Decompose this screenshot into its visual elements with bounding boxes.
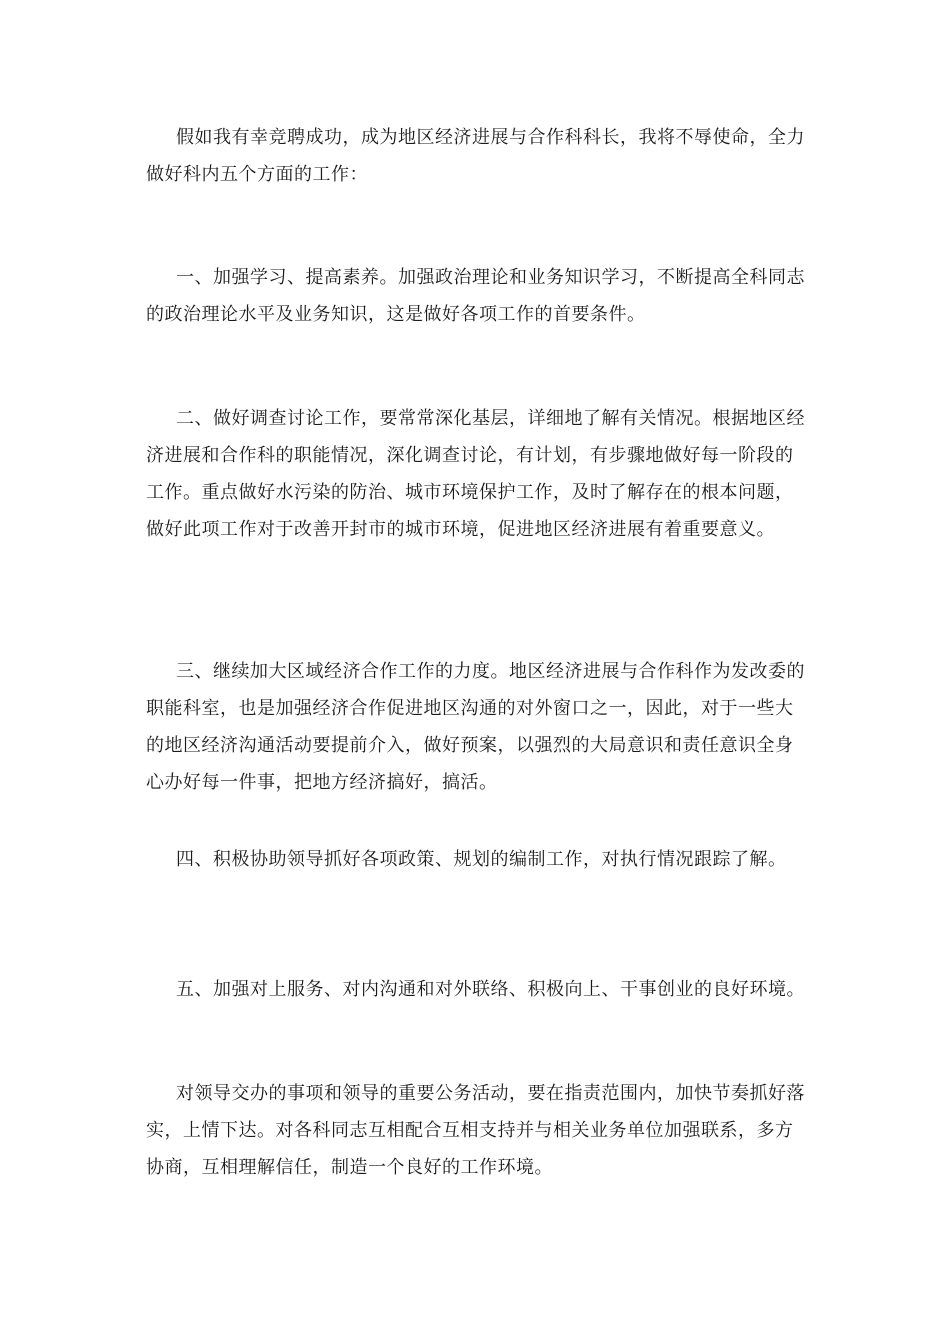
item-one-paragraph: 一、加强学习、提高素养。加强政治理论和业务知识学习，不断提高全科同志的政治理论水平及业务知识，这是做好各项工作的首要条件。: [146, 267, 805, 325]
item-three-paragraph: 三、继续加大区域经济合作工作的力度。地区经济进展与合作科作为发改委的职能科室，也是加强经济合作促进地区沟通的对外窗口之一，因此，对于一些大的地区经济沟通活动要提前介入，做好预案，以强烈的大局意识和责任意识全身心办好每一件事，把地方经济搞好，搞活。: [146, 661, 805, 793]
item-two-paragraph: 二、做好调查讨论工作，要常常深化基层，详细地了解有关情况。根据地区经济进展和合作科的职能情况，深化调查讨论，有计划，有步骤地做好每一阶段的工作。重点做好水污染的防治、城市环境保护工作，及时了解存在的根本问题，做好此项工作对于改善开封市的城市环境，促进地区经济进展有着重要意义。: [146, 408, 805, 540]
item-five-paragraph: 五、加强对上服务、对内沟通和对外联络、积极向上、干事创业的良好环境。: [176, 979, 805, 1000]
item-four-paragraph: 四、积极协助领导抓好各项政策、规划的编制工作，对执行情况跟踪了解。: [176, 849, 787, 870]
closing-paragraph: 对领导交办的事项和领导的重要公务活动，要在指责范围内，加快节奏抓好落实，上情下达。对各科同志互相配合互相支持并与相关业务单位加强联系，多方协商，互相理解信任，制造一个良好的工作环境。: [146, 1083, 805, 1178]
intro-paragraph: 假如我有幸竞聘成功，成为地区经济进展与合作科科长，我将不辱使命，全力做好科内五个方面的工作：: [146, 127, 805, 185]
